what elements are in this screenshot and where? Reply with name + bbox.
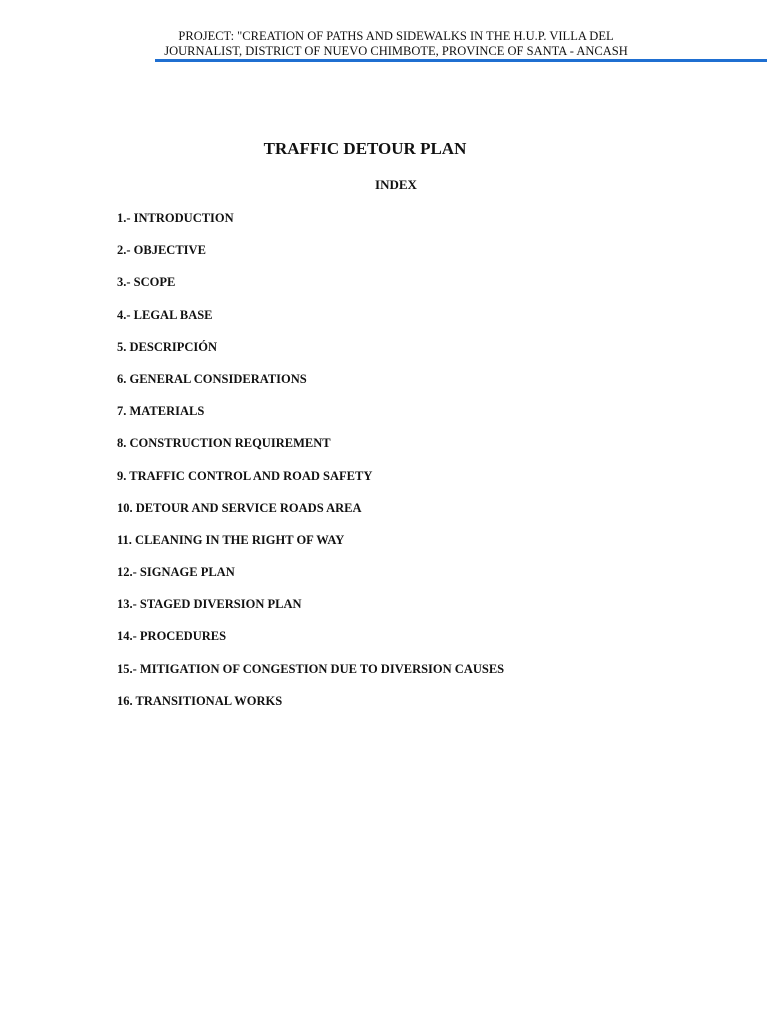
toc-item-construction-requirement: 8. CONSTRUCTION REQUIREMENT — [117, 436, 331, 451]
toc-item-general-considerations: 6. GENERAL CONSIDERATIONS — [117, 371, 307, 386]
toc-item-materials: 7. MATERIALS — [117, 404, 205, 419]
project-header-line-1: PROJECT: "CREATION OF PATHS AND SIDEWALKS IN THE H.U.P. VILLA DEL — [178, 29, 614, 43]
table-of-contents — [117, 211, 504, 726]
toc-item-traffic-control: 9. TRAFFIC CONTROL AND ROAD SAFETY — [117, 468, 373, 483]
toc-item-introduction: 1.- INTRODUCTION — [117, 211, 234, 225]
document-title: TRAFFIC DETOUR PLAN — [263, 139, 467, 158]
toc-item-legal-base: 4.- LEGAL BASE — [117, 307, 213, 322]
toc-item-cleaning-right-of-way: 11. CLEANING IN THE RIGHT OF WAY — [117, 532, 345, 547]
header-divider — [155, 59, 767, 62]
toc-item-transitional-works: 16. TRANSITIONAL WORKS — [117, 693, 283, 708]
toc-item-signage-plan: 12.- SIGNAGE PLAN — [117, 565, 235, 580]
toc-item-description: 5. DESCRIPCIÓN — [117, 339, 218, 354]
toc-item-procedures: 14.- PROCEDURES — [117, 629, 227, 644]
toc-item-detour-service-roads: 10. DETOUR AND SERVICE ROADS AREA — [117, 500, 362, 515]
project-header-text — [155, 29, 637, 59]
toc-item-objective: 2.- OBJECTIVE — [117, 243, 206, 258]
toc-item-scope: 3.- SCOPE — [117, 275, 176, 290]
index-heading: INDEX — [375, 177, 417, 192]
toc-item-staged-diversion-plan: 13.- STAGED DIVERSION PLAN — [117, 597, 302, 612]
toc-item-congestion-mitigation: 15.- MITIGATION OF CONGESTION DUE TO DIVERSION CAUSES — [117, 661, 505, 676]
project-header-line-2: JOURNALIST, DISTRICT OF NUEVO CHIMBOTE, PROVINCE OF SANTA - ANCASH — [164, 44, 628, 58]
page-header — [155, 29, 767, 65]
